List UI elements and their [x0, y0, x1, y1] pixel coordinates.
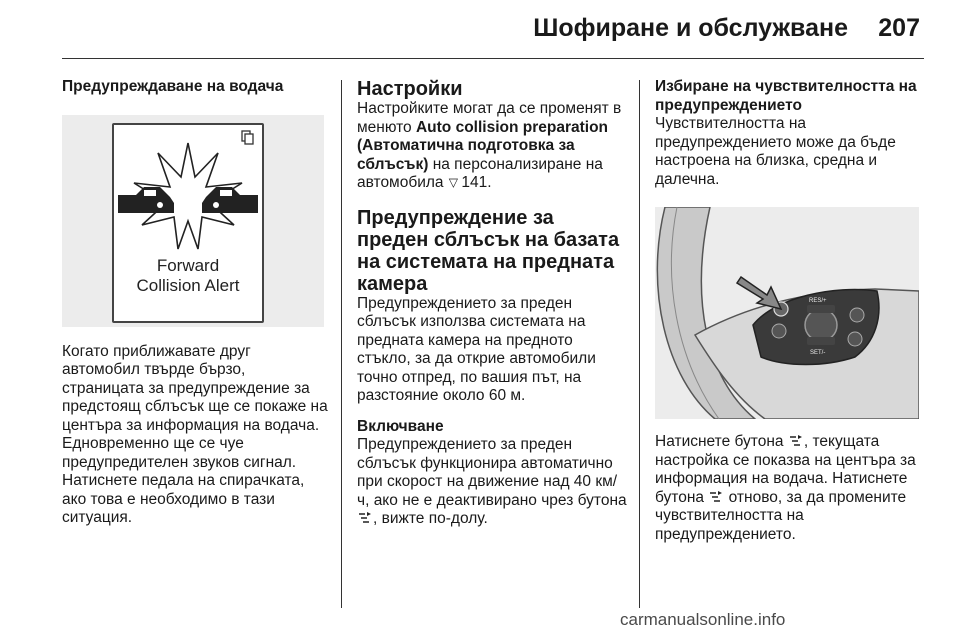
page-number: 207: [878, 14, 920, 42]
steering-wheel-figure: [655, 207, 919, 419]
page-ref-arrow-icon: ◁: [445, 178, 460, 188]
section-heading: Предупреждение за преден сблъсък на базата на системата на предната камера: [357, 206, 620, 295]
display-line-1: Forward: [156, 255, 220, 275]
sub-heading: Включване: [357, 417, 444, 435]
watermark[interactable]: carmanualsonline.info: [620, 610, 786, 629]
column-2: [357, 78, 627, 529]
body-paragraph: Натиснете бутона , текущата настройка се показва на центъра за информация на водача. Натиснете бутона отново, за да промените чувствителността на предупреждението.: [655, 433, 916, 543]
page-reference[interactable]: 141.: [461, 174, 492, 191]
header-rule: [62, 58, 924, 59]
fcw-display-figure: [62, 115, 324, 327]
column-3: [655, 78, 921, 544]
cruise-button-icon: [850, 308, 864, 322]
limiter-button-icon: [772, 324, 786, 338]
steering-wheel-illustration: [655, 207, 919, 419]
body-paragraph: Когато приближавате друг автомобил твърде бързо, страницата за предупреждение за предстоящ сблъсък ще се покаже на центъра за информация на водача. Едновременно ще се чуе предупредителен звуков сигнал. Натиснете педала на спирачката, ако това е необходимо в тази ситуация.: [62, 342, 328, 526]
section-heading: Предупреждаване на водача: [62, 78, 284, 95]
body-paragraph: Чувствителността на предупреждението може да бъде настроена на близка, средна и далечна.: [655, 115, 896, 188]
set-label: SET/-: [810, 350, 826, 356]
header-title: Шофиране и обслужване: [533, 14, 848, 42]
body-paragraph: Предупреждението за преден сблъсък функционира автоматично при скорост на движение над 40 км/ч, ако не е деактивирано чрез бутона , вижте по-долу.: [357, 436, 627, 527]
sensitivity-button-icon: [788, 434, 804, 448]
column-divider: [639, 80, 640, 608]
gauge-button-icon: [848, 332, 862, 346]
cruise-roller: [805, 309, 837, 341]
page-header: [0, 0, 960, 62]
column-1: [62, 78, 330, 528]
display-line-2: Collision Alert: [136, 275, 240, 295]
sub-heading: Избиране на чувствителността на предупреждението: [655, 78, 917, 114]
sensitivity-button-icon: [357, 511, 373, 525]
section-heading: Настройки: [357, 78, 463, 100]
body-paragraph: Настройките могат да се променят в менюто Auto collision preparation (Автоматична подготовка за сблъсък) на персонализиране на автомобила ◁ 141.: [357, 100, 622, 191]
menu-name: Auto collision preparation (Автоматична подготовка за сблъсък): [357, 118, 609, 173]
sensitivity-button-icon: [708, 490, 724, 504]
column-divider: [341, 80, 342, 608]
dic-display: [112, 123, 264, 323]
body-paragraph: Предупреждението за преден сблъсък използва системата на предната камера на предното стъкло, за да открие автомобили точно отпред, по вашия път, на разстояние около 60 м.: [357, 294, 596, 404]
res-label: RES/+: [809, 298, 827, 304]
page-icon: [242, 131, 253, 144]
